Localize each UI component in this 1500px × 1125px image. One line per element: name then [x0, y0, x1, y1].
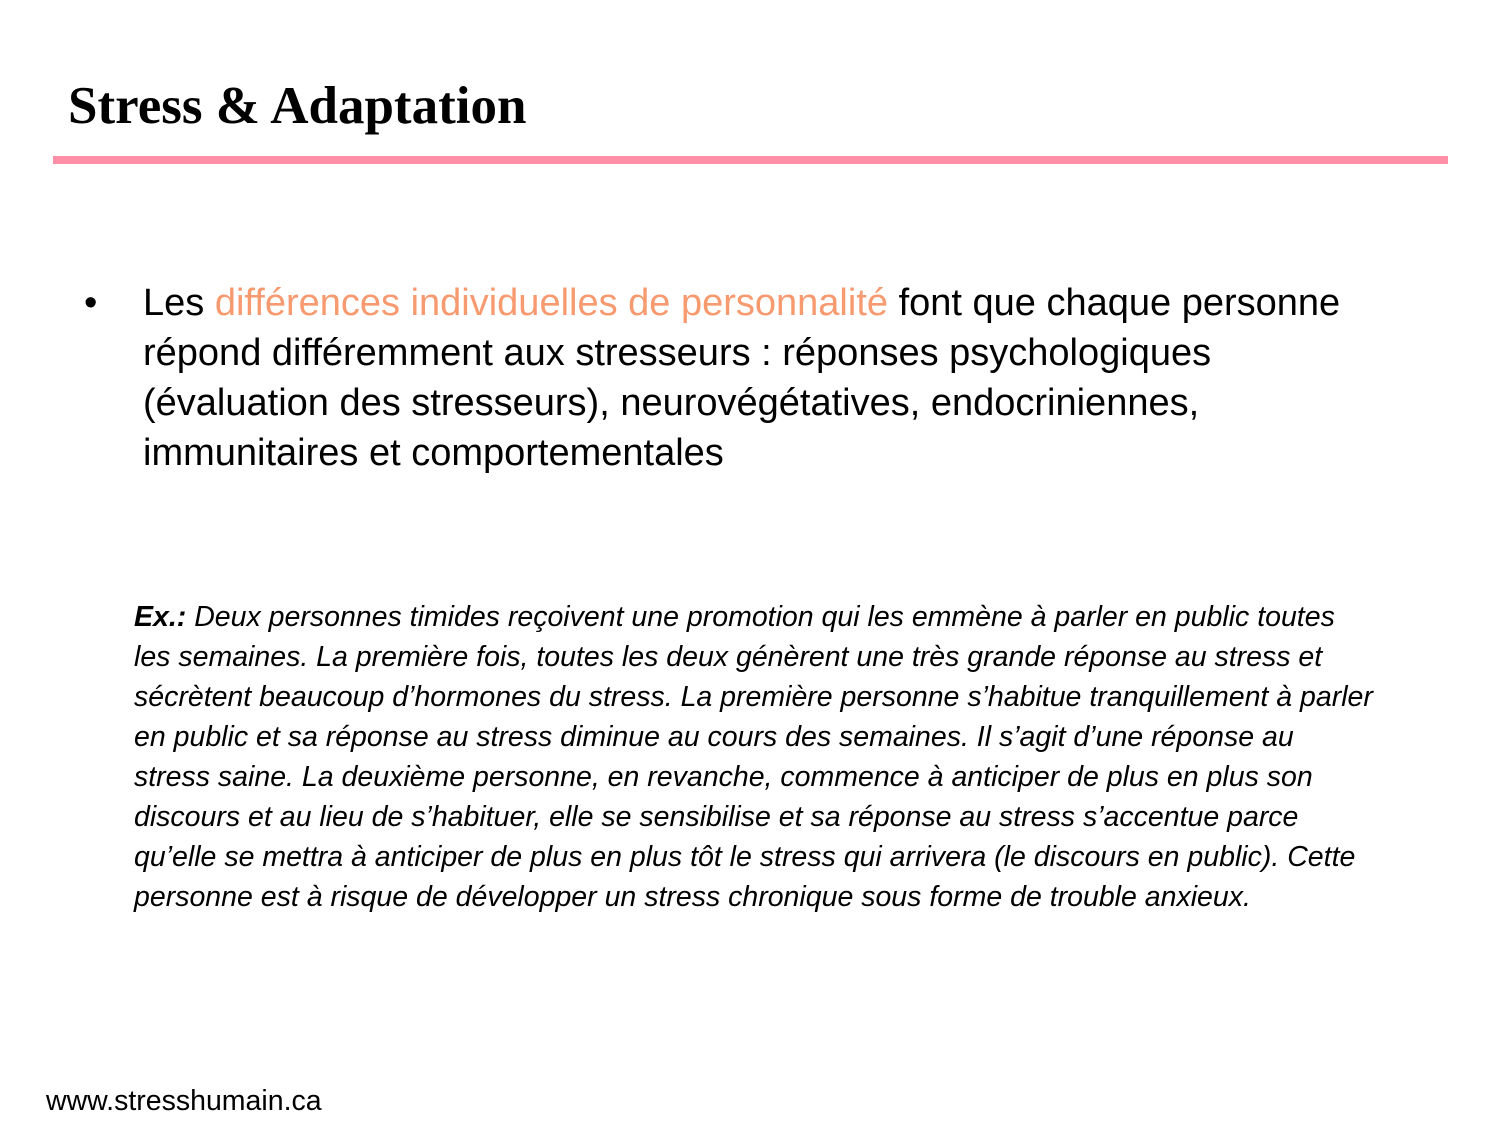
highlighted-phrase: différences individuelles de personnalité — [214, 282, 889, 324]
footer-url: www.stresshumain.ca — [46, 1085, 322, 1117]
example-label: Ex.: — [134, 601, 187, 633]
example-paragraph — [134, 597, 1374, 917]
slide-title: Stress & Adaptation — [68, 77, 527, 135]
bullet-point — [84, 278, 1344, 478]
example-text: Deux personnes timides reçoivent une promotion qui les emmène à parler en public toutes les semaines. La première fois, toutes les deux génèrent une très grande réponse au stress et sécrètent beaucoup d’hormones du stress. La première personne s’habitue tranquillement à parler en public et sa réponse au stress diminue au cours des semaines. Il s’agit d’une réponse au stress saine. La deuxième personne, en revanche, commence à anticiper de plus en plus son discours et au lieu de s’habituer, elle se sensibilise et sa réponse au stress s’accentue parce qu’elle se mettra à anticiper de plus en plus tôt le stress qui arrivera (le discours en public). Cette personne est à risque de développer un stress chronique sous forme de trouble anxieux. — [134, 601, 1373, 913]
bullet-lead-text: Les — [143, 282, 215, 324]
title-divider — [53, 156, 1448, 164]
bullet-rest-text: font que chaque personne répond différemment aux stresseurs : réponses psychologiques (évaluation des stresseurs), neurovégétatives, endocriniennes, immunitaires et comportementales — [143, 282, 1341, 474]
bullet-text — [143, 278, 1344, 478]
bullet-marker: • — [84, 282, 98, 324]
